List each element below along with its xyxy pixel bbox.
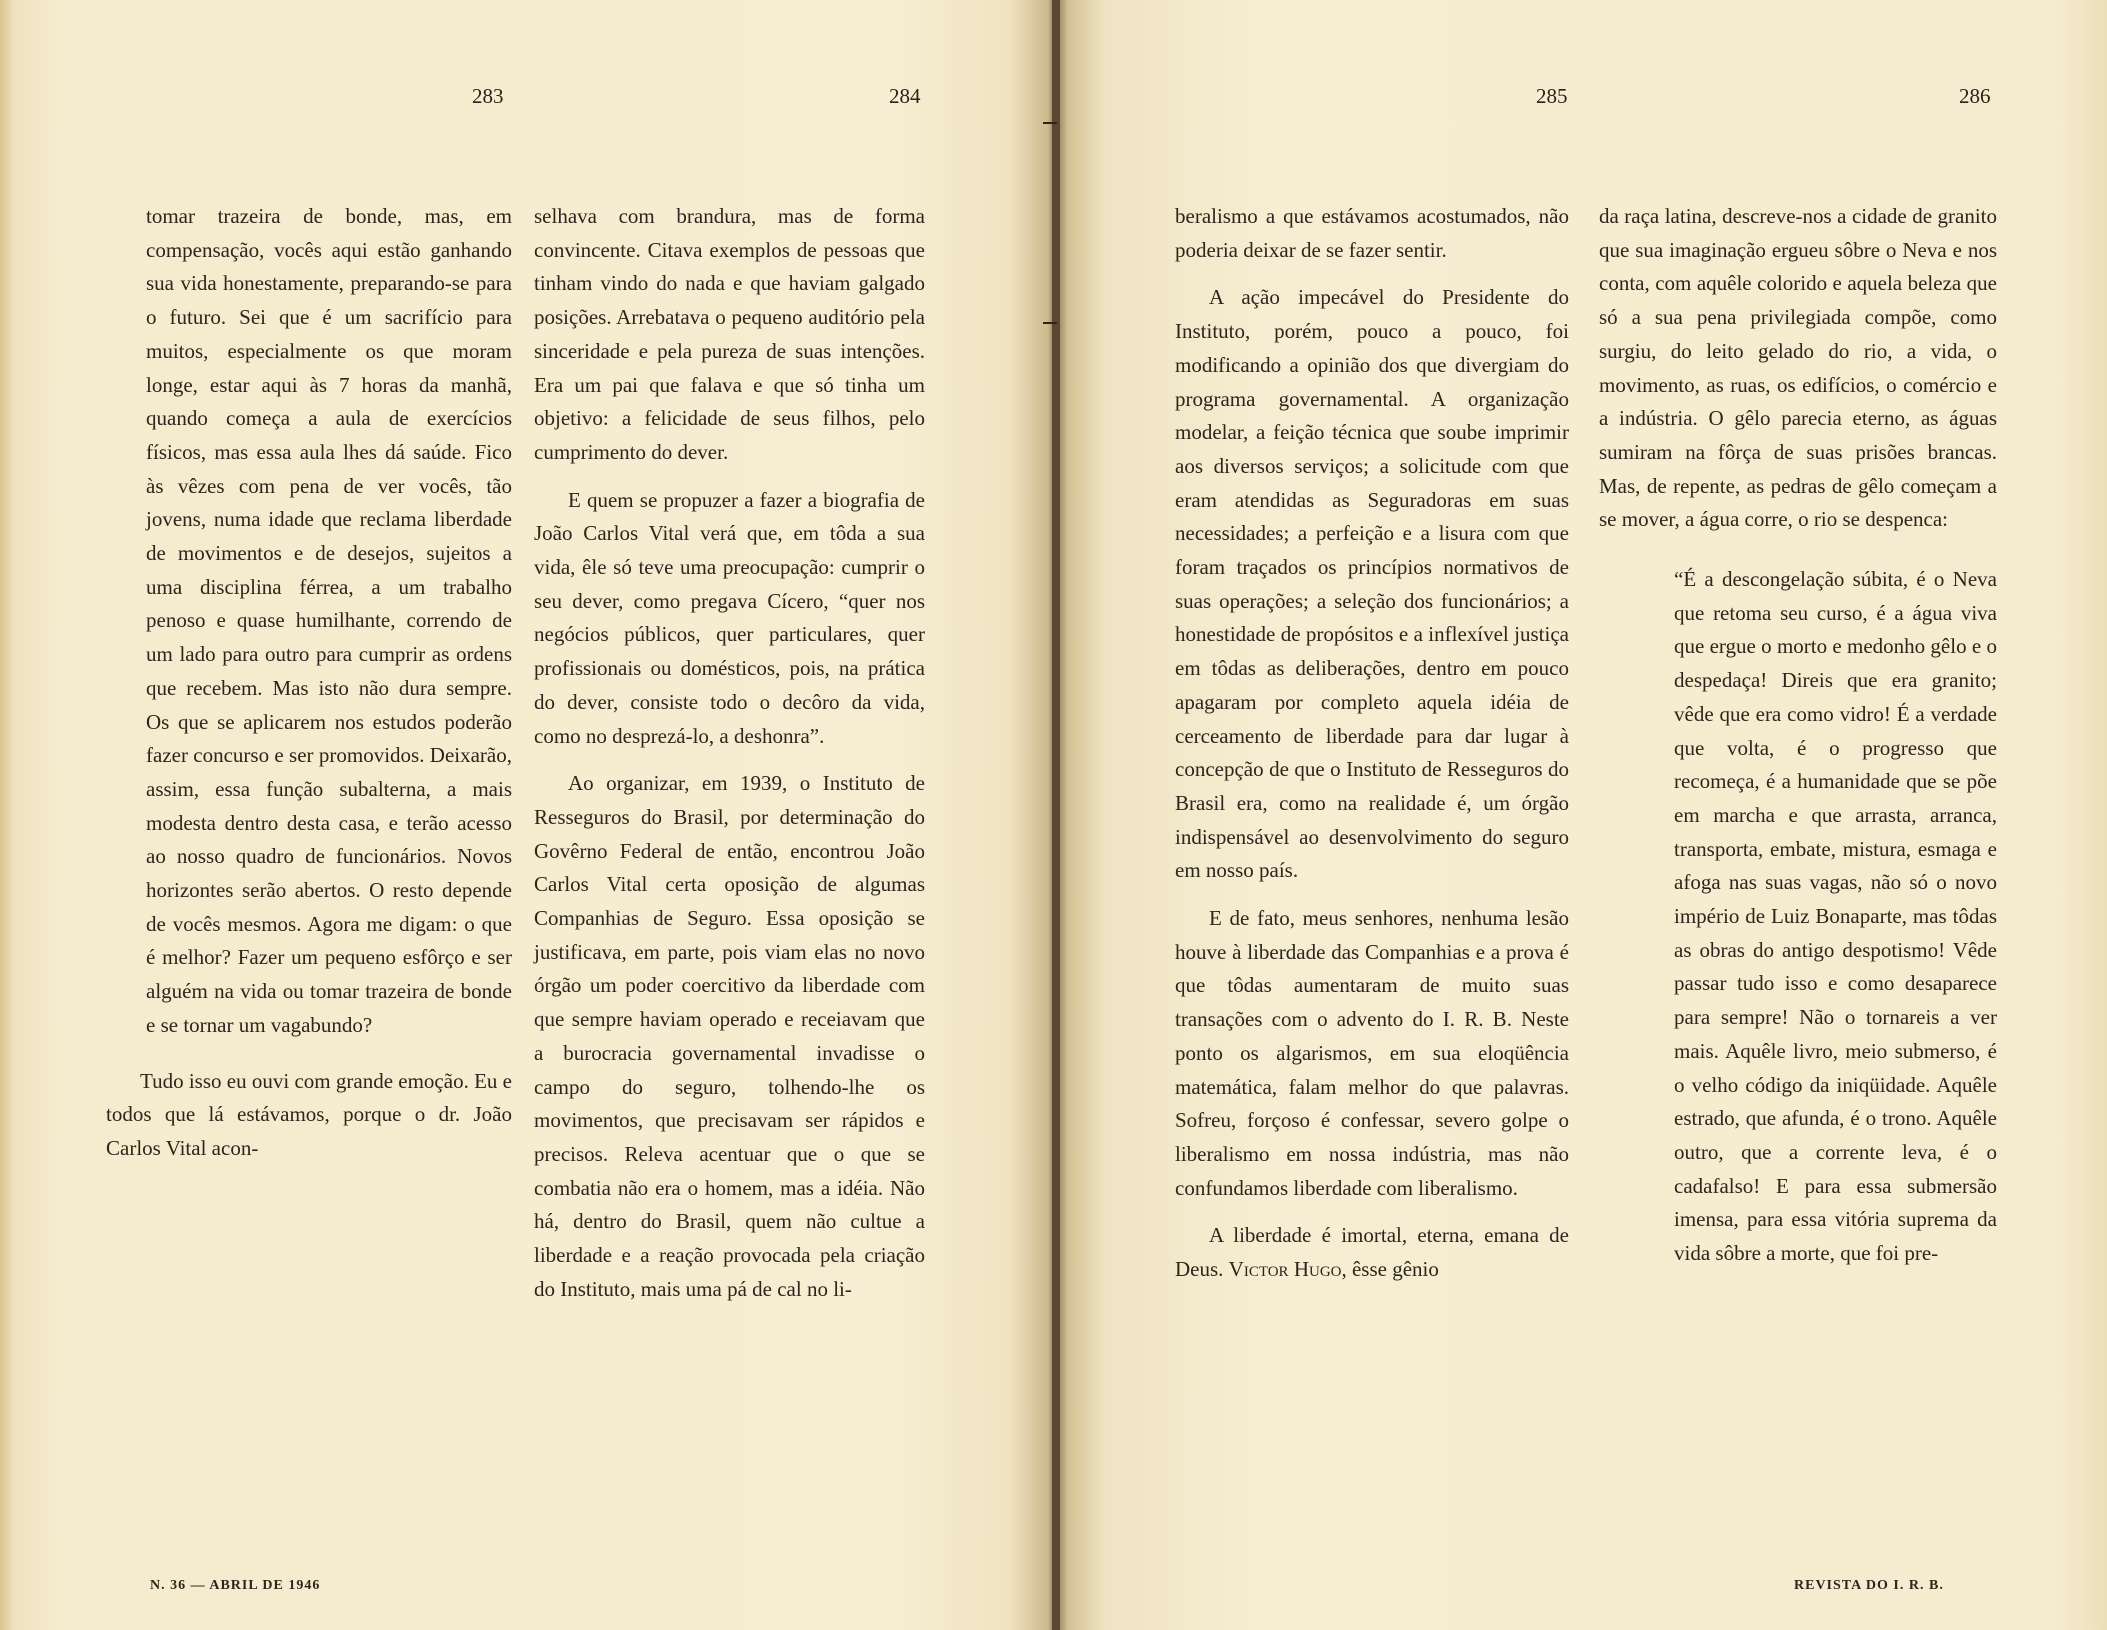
author-name: Victor Hugo (1228, 1257, 1342, 1282)
paragraph: Ao organizar, em 1939, o Instituto de Resseguros do Brasil, por determinação do Govêrno Federal de então, encontrou João Carlos Vital certa oposição de algumas Companhias de Seguro. Essa oposição se justificava, em parte, pois viam elas no novo órgão um poder coercitivo da liberdade com que sempre haviam operado e receiavam que a burocracia governamental invadisse o campo do seguro, tolhendo-lhe os movimentos, que precisavam ser rápidos e precisos. Releva acentuar que o que se combatia não era o homem, mas a idéia. Não há, dentro do Brasil, quem não cultue a liberdade e a reação provocada pela criação do Instituto, mais uma pá de cal no li- (534, 771, 925, 1301)
footer-journal: REVISTA DO I. R. B. (1794, 1578, 1944, 1593)
paragraph (1175, 1219, 1569, 1286)
paragraph-text: , êsse gênio (1341, 1257, 1439, 1282)
paragraph: selhava com brandura, mas de forma convincente. Citava exemplos de pessoas que tinham vindo do nada e que haviam galgado posições. Arrebatava o pequeno auditório pela sinceridade e pela pureza de suas intenções. Era um pai que falava e que só tinha um objetivo: a felicidade de seus filhos, pelo cumprimento do dever. (534, 204, 925, 464)
paragraph: tomar trazeira de bonde, mas, em compensação, vocês aqui estão ganhando sua vida honestamente, preparando-se para o futuro. Sei que é um sacrifício para muitos, especialmente os que moram longe, estar aqui às 7 horas da manhã, quando começa a aula de exercícios físicos, mas essa aula lhes dá saúde. Fico às vêzes com pena de ver vocês, tão jovens, numa idade que reclama liberdade de movimentos e de desejos, sujeitos a uma disciplina férrea, a um trabalho penoso e quase humilhante, correndo de um lado para outro para cumprir as ordens que recebem. Mas isto não dura sempre. Os que se aplicarem nos estudos poderão fazer concurso e ser promovidos. Deixarão, assim, essa função subalterna, a mais modesta dentro desta casa, e terão acesso ao nosso quadro de funcionários. Novos horizontes serão abertos. O resto depende de vocês mesmos. Agora me digam: o que é melhor? Fazer um pequeno esfôrço e ser alguém na vida ou tomar trazeira de bonde e se tornar um vagabundo? (146, 204, 512, 1037)
column-page-285 (1175, 200, 1569, 1287)
margin-mark (1043, 322, 1057, 324)
page-number-286: 286 (1959, 84, 1991, 108)
column-page-283 (106, 200, 512, 1166)
paragraph: beralismo a que estávamos acostumados, não poderia deixar de se fazer sentir. (1175, 204, 1569, 262)
paragraph-text: A liberdade é imortal, eterna, emana de Deus. (1175, 1223, 1569, 1282)
block-quote: “É a descongelação súbita, é o Neva que retoma seu curso, é a água viva que ergue o morto e medonho gêlo e o despedaça! Direis que era granito; vêde que era como vidro! É a verdade que volta, é o progresso que recomeça, é a humanidade que se põe em marcha e que arrasta, arranca, transporta, embate, mistura, esmaga e afoga nas suas vagas, não só o novo império de Luiz Bonaparte, mas tôdas as obras do antigo despotismo! Vêde passar tudo isso e como desaparece para sempre! Não o tornareis a ver mais. Aquêle livro, meio submerso, é o velho código da iniqüidade. Aquêle estrado, que afunda, é o trono. Aquêle outro, que a corrente leva, é o cadafalso! E para essa submersão imensa, para essa vitória suprema da vida sôbre a morte, que foi pre- (1674, 567, 1997, 1266)
paragraph: E de fato, meus senhores, nenhuma lesão houve à liberdade das Companhias e a prova é que tôdas aumentaram de muito suas transações com o advento do I. R. B. Neste ponto os algarismos, em sua eloqüência matemática, falam melhor do que palavras. Sofreu, forçoso é confessar, severo golpe o liberalismo em nossa indústria, mas não confundamos liberdade com liberalismo. (1175, 906, 1569, 1200)
page-number-284: 284 (889, 84, 921, 108)
book-gutter (1052, 0, 1060, 1630)
paragraph: Tudo isso eu ouvi com grande emoção. Eu e todos que lá estávamos, porque o dr. João Carlos Vital acon- (106, 1068, 512, 1160)
column-page-286 (1599, 200, 1997, 1271)
footer-issue: N. 36 — ABRIL DE 1946 (150, 1578, 321, 1593)
paragraph: A ação impecável do Presidente do Instituto, porém, pouco a pouco, foi modificando a opinião dos que divergiam do programa governamental. A organização modelar, a feição técnica que soube imprimir aos diversos serviços; a solicitude com que eram atendidas as Seguradoras em suas necessidades; a perfeição e a lisura com que foram traçados os princípios normativos de suas operações; a seleção dos funcionários; a honestidade de propósitos e a inflexível justiça em tôdas as deliberações, dentro em pouco apagaram por completo aquela idéia de cerceamento de liberdade para dar lugar à concepção de que o Instituto de Resseguros do Brasil era, como na realidade é, um órgão indispensável ao desenvolvimento do seguro em nosso país. (1175, 285, 1569, 883)
paragraph: E quem se propuzer a fazer a biografia de João Carlos Vital verá que, em tôda a sua vida, êle só teve uma preocupação: cumprir o seu dever, como pregava Cícero, “quer nos negócios públicos, quer particulares, quer profissionais ou domésticos, pois, na prática do dever, consiste todo o decôro da vida, como no desprezá-lo, a deshonra”. (534, 487, 925, 748)
margin-mark (1043, 122, 1057, 124)
page-number-285: 285 (1536, 84, 1568, 108)
column-page-284 (534, 200, 925, 1307)
paragraph: da raça latina, descreve-nos a cidade de granito que sua imaginação ergueu sôbre o Neva e nos conta, com aquêle colorido e aquela beleza que só a sua pena privilegiada compõe, como surgiu, do leito gelado do rio, a vida, o movimento, as ruas, os edifícios, o comércio e a indústria. O gêlo parecia eterno, as águas sumiram na fôrça de suas prisões brancas. Mas, de repente, as pedras de gêlo começam a se mover, a água corre, o rio se despenca: (1599, 204, 1997, 532)
page-number-283: 283 (472, 84, 504, 108)
